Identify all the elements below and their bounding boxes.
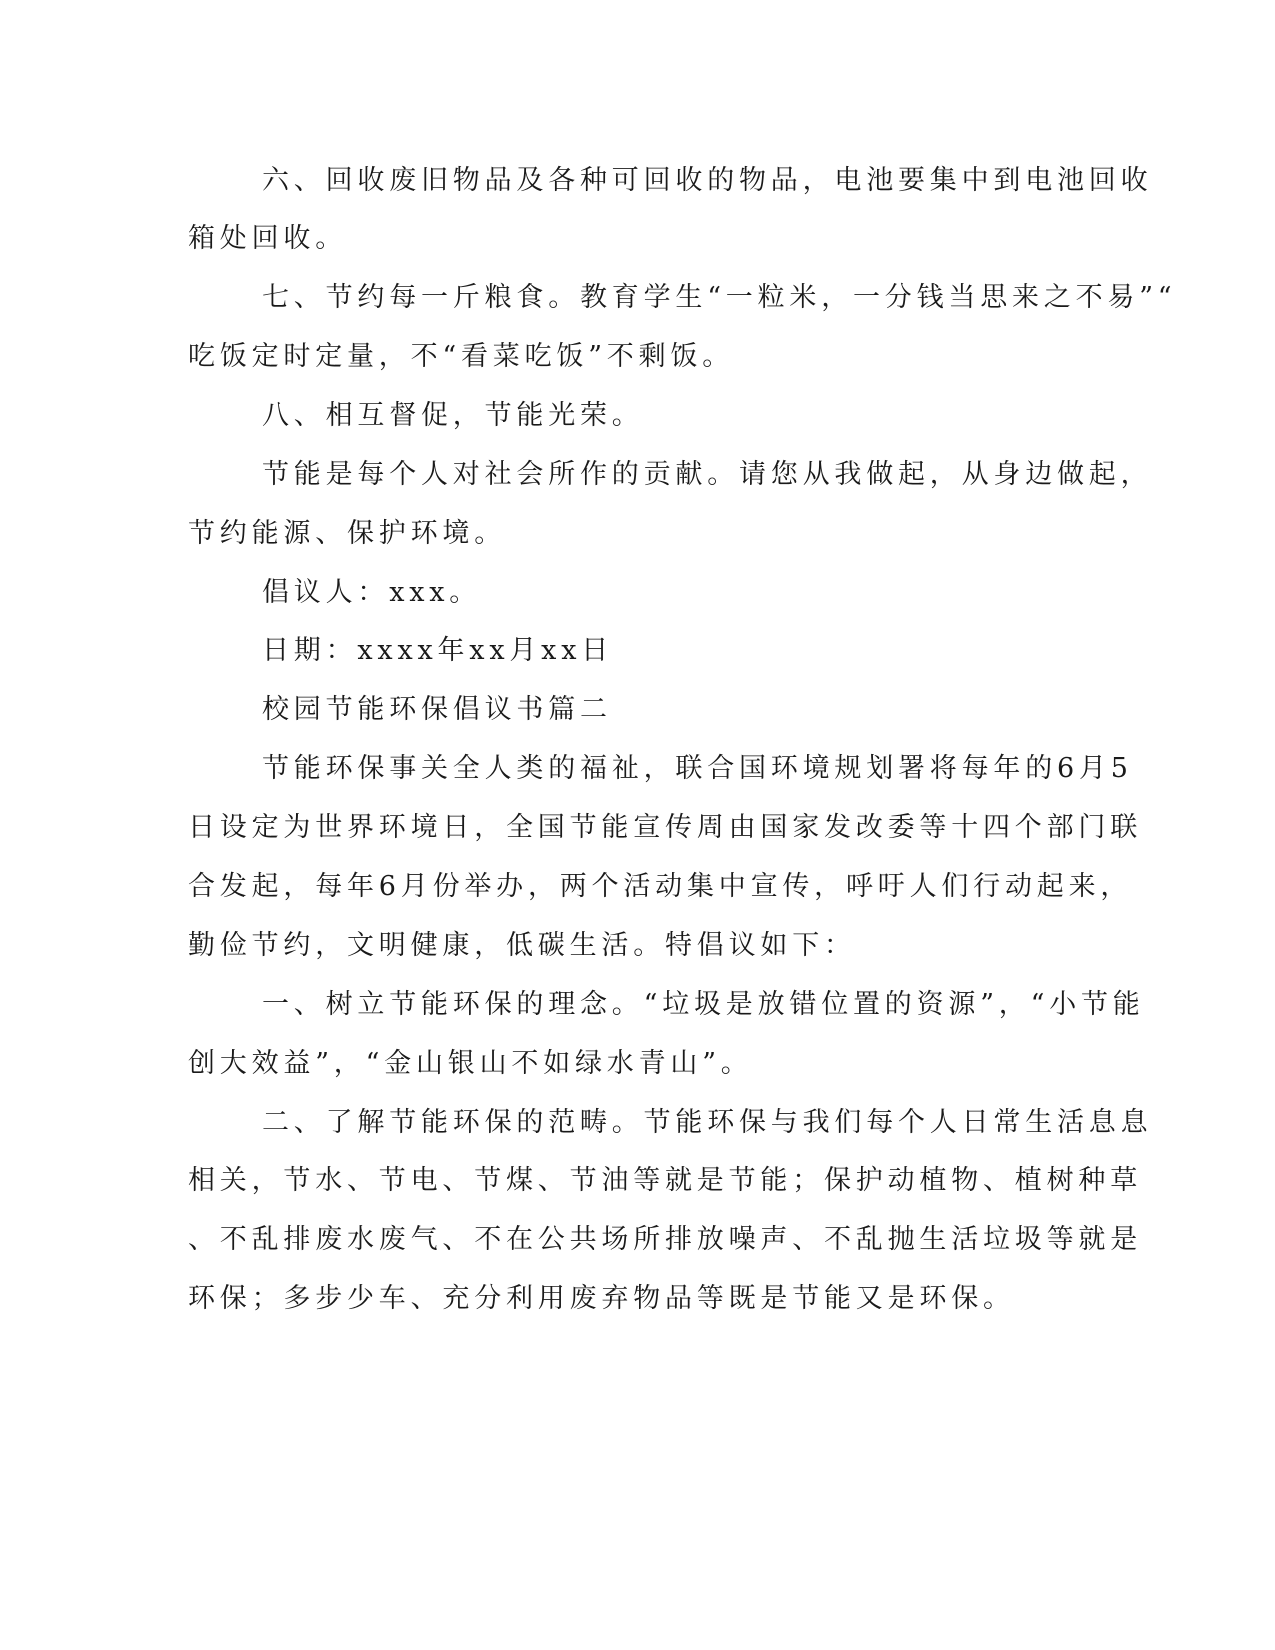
paragraph-line: 相关，节水、节电、节煤、节油等就是节能；保护动植物、植树种草 (188, 1165, 1142, 1196)
section-heading: 校园节能环保倡议书篇二 (262, 694, 612, 725)
paragraph-line: 环保；多步少车、充分利用废弃物品等既是节能又是环保。 (188, 1283, 1015, 1314)
paragraph-line: 创大效益”，“金山银山不如绿水青山”。 (188, 1048, 753, 1079)
paragraph-line: 、不乱排废水废气、不在公共场所排放噪声、不乱抛生活垃圾等就是 (188, 1224, 1142, 1255)
paragraph-line: 一、树立节能环保的理念。“垃圾是放错位置的资源”，“小节能 (262, 989, 1145, 1020)
paragraph-line: 箱处回收。 (188, 223, 347, 254)
paragraph-line: 合发起，每年6月份举办，两个活动集中宣传，呼吁人们行动起来， (188, 871, 1133, 902)
paragraph-line: 吃饭定时定量，不“看菜吃饭”不剩饭。 (188, 341, 735, 372)
paragraph-line: 日设定为世界环境日，全国节能宣传周由国家发改委等十四个部门联 (188, 812, 1142, 843)
paragraph-line: 二、了解节能环保的范畴。节能环保与我们每个人日常生活息息 (262, 1107, 1153, 1138)
date-line: 日期：xxxx年xx月xx日 (262, 635, 614, 666)
signatory-line: 倡议人：xxx。 (262, 577, 482, 608)
paragraph-line: 节约能源、保护环境。 (188, 518, 506, 549)
paragraph-line: 勤俭节约，文明健康，低碳生活。特倡议如下： (188, 930, 856, 961)
paragraph-line: 六、回收废旧物品及各种可回收的物品，电池要集中到电池回收 (262, 165, 1153, 196)
paragraph-line: 节能环保事关全人类的福祉，联合国环境规划署将每年的6月5 (262, 753, 1133, 784)
paragraph-line: 节能是每个人对社会所作的贡献。请您从我做起，从身边做起， (262, 459, 1153, 490)
paragraph-line: 七、节约每一斤粮食。教育学生“一粒米，一分钱当思来之不易”“ (262, 282, 1177, 313)
paragraph-line: 八、相互督促，节能光荣。 (262, 400, 644, 431)
